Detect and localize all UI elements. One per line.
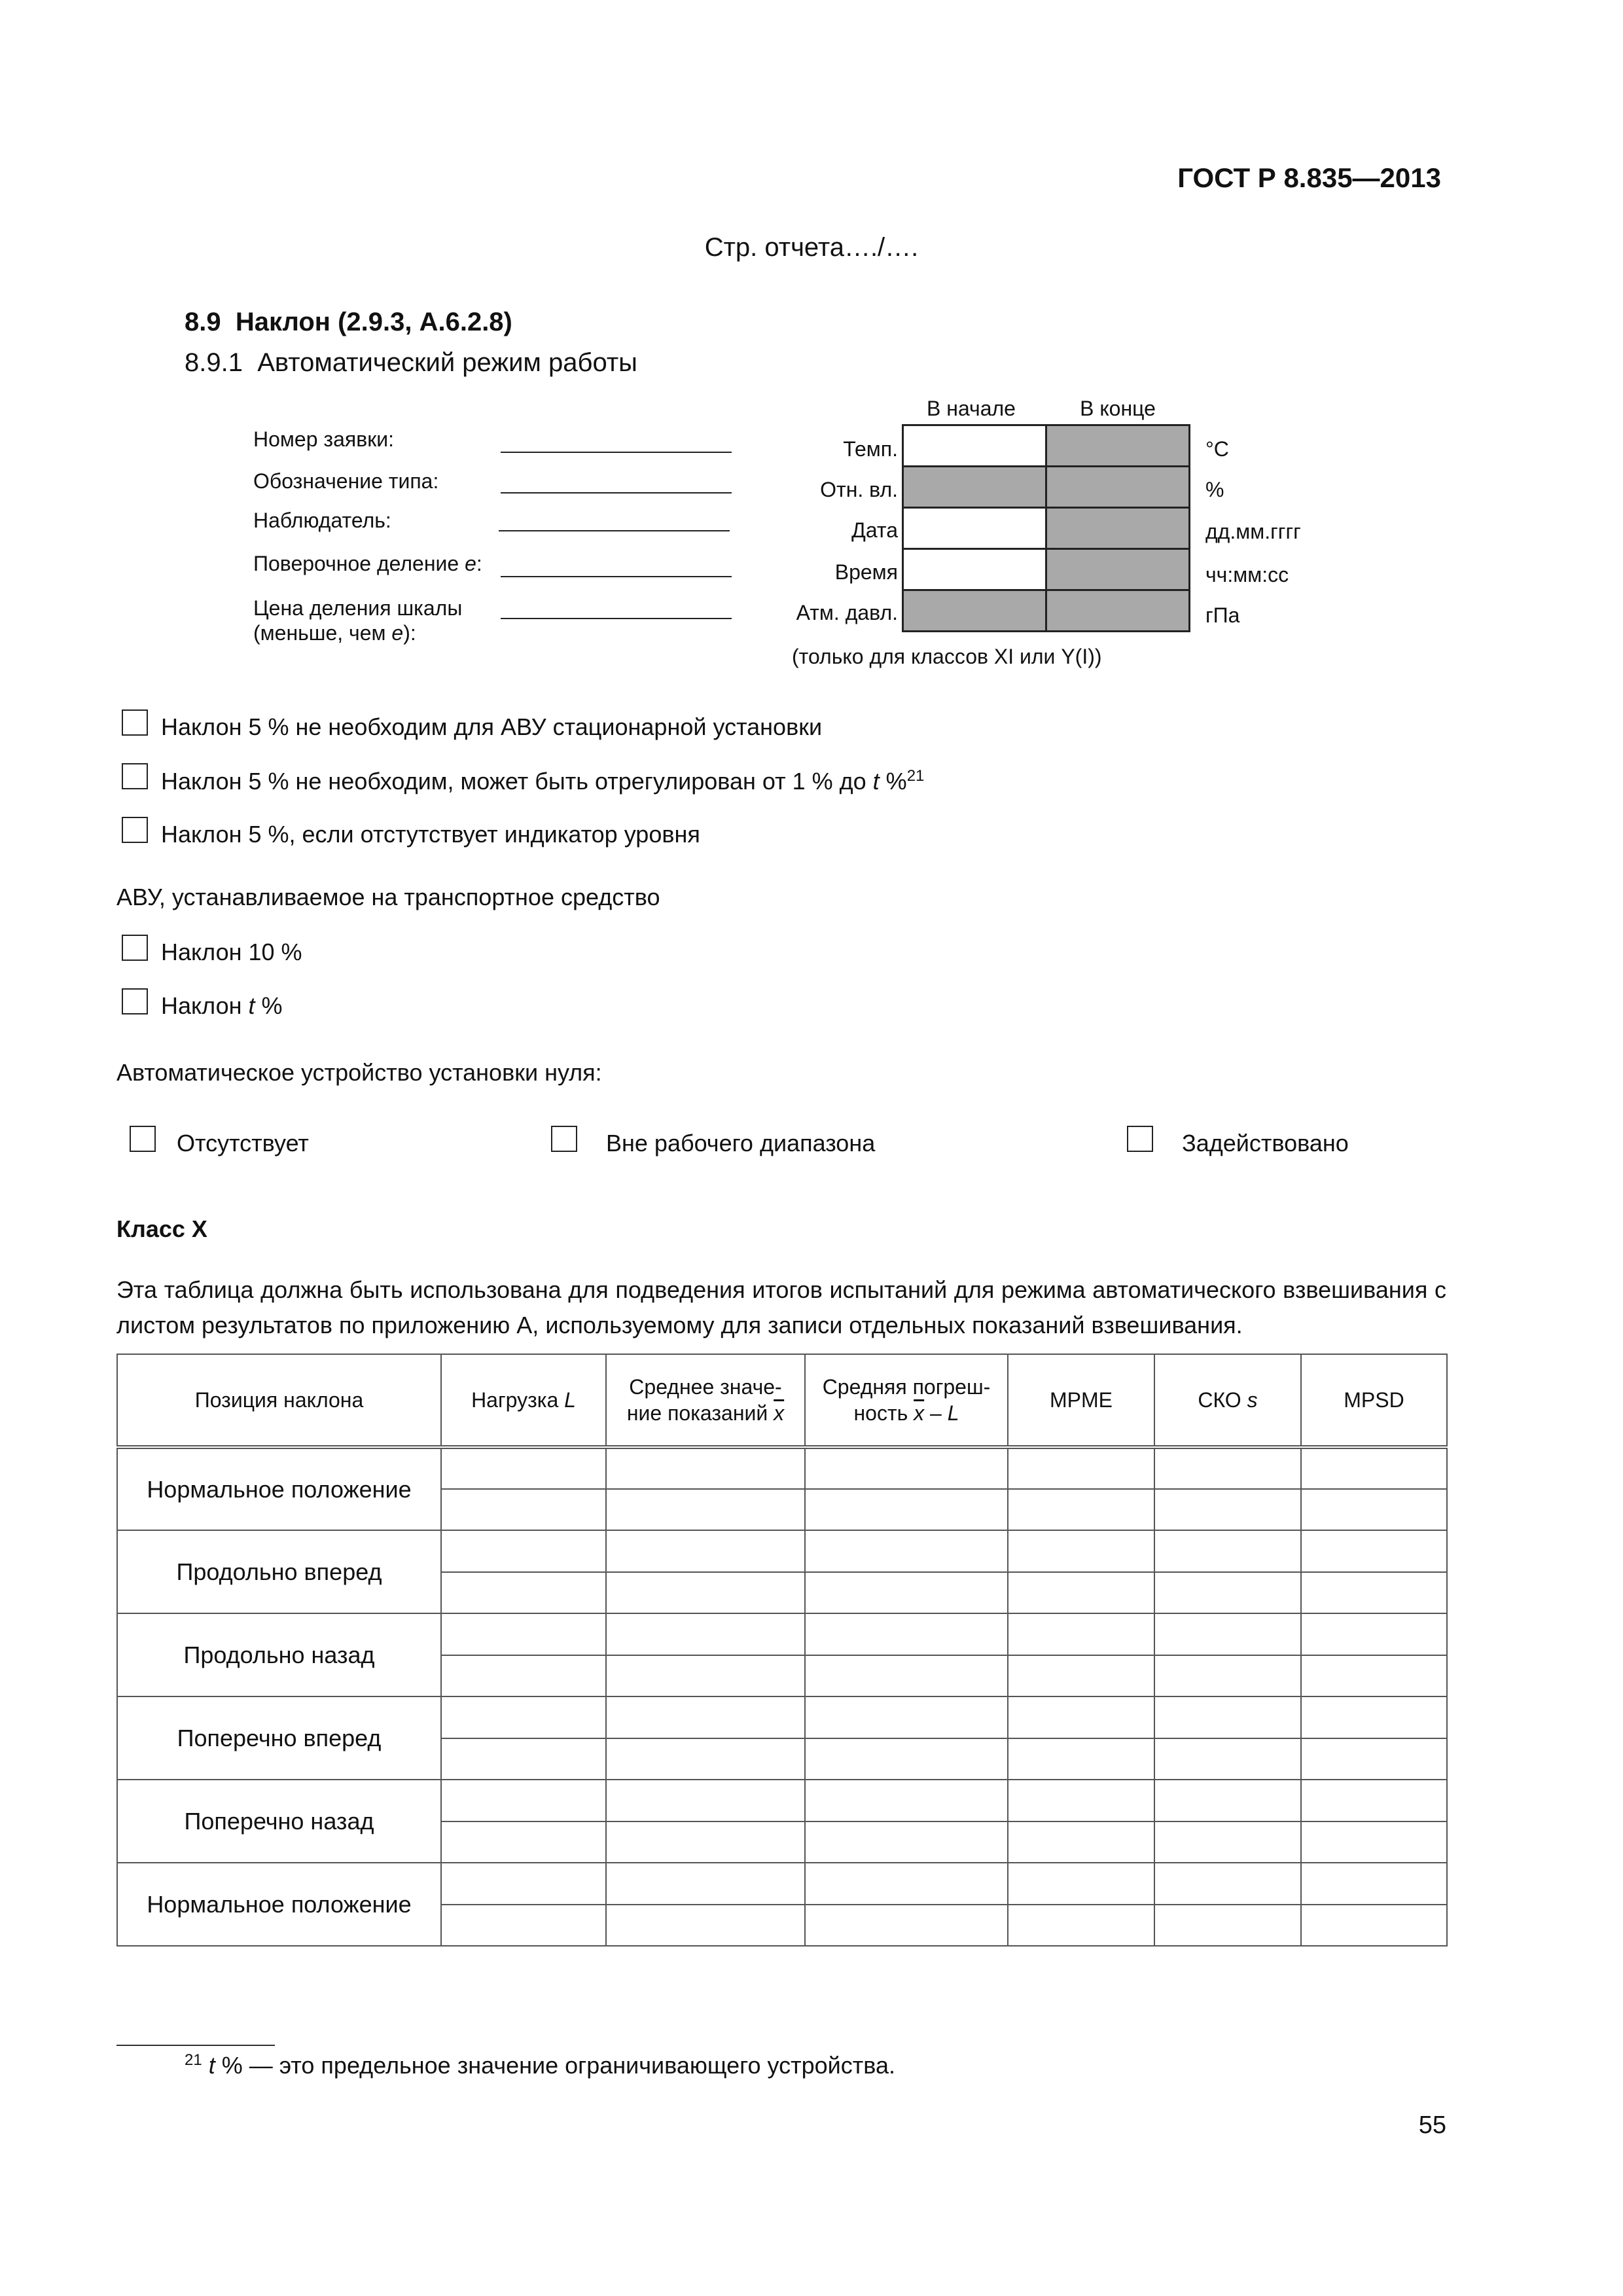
tilt-option-no-indicator-text: Наклон 5 %, если отстутствует индикатор уровня [161, 821, 700, 848]
field-line-observer[interactable] [499, 530, 730, 531]
field-label-scale-interval: Цена деления шкалы (меньше, чем e): [253, 596, 463, 645]
table-cell[interactable] [1301, 1696, 1447, 1738]
checkbox-tilt-10-percent[interactable] [122, 935, 148, 961]
field-line-scale-interval[interactable] [501, 618, 732, 619]
table-cell[interactable] [1154, 1905, 1301, 1946]
checkbox-tilt-no-level-indicator[interactable] [122, 817, 148, 843]
checkbox-tilt-adjustable[interactable] [122, 763, 148, 789]
table-cell[interactable] [1008, 1489, 1154, 1530]
table-cell[interactable] [1008, 1863, 1154, 1905]
zero-option-engaged-text: Задействовано [1182, 1130, 1349, 1157]
row-position-normal-2: Нормальное положение [117, 1863, 441, 1946]
table-cell[interactable] [441, 1905, 606, 1946]
table-cell[interactable] [1301, 1780, 1447, 1821]
document-standard-number: ГОСТ Р 8.835—2013 [1177, 162, 1441, 193]
table-cell[interactable] [1154, 1696, 1301, 1738]
table-cell[interactable] [1008, 1572, 1154, 1613]
page-number: 55 [1418, 2111, 1446, 2139]
table-cell[interactable] [1154, 1738, 1301, 1780]
table-cell[interactable] [805, 1738, 1008, 1780]
subsection-title-text: Автоматический режим работы [257, 348, 637, 377]
checkbox-tilt-t-percent[interactable] [122, 988, 148, 1014]
field-line-application-number[interactable] [501, 452, 732, 453]
env-cell-date-start[interactable] [902, 507, 1047, 550]
table-cell[interactable] [441, 1489, 606, 1530]
footnote-reference[interactable]: 21 [906, 767, 925, 785]
table-cell[interactable] [1008, 1905, 1154, 1946]
table-cell[interactable] [1301, 1655, 1447, 1696]
table-row [117, 1780, 1447, 1821]
header-mean-indication: Среднее значе- ние показаний $\overline{x}$ [606, 1354, 805, 1447]
table-cell[interactable] [1301, 1530, 1447, 1572]
env-cell-temperature-end[interactable] [1045, 424, 1190, 467]
table-cell[interactable] [441, 1613, 606, 1655]
table-cell[interactable] [606, 1905, 805, 1946]
tilt-results-table [116, 1354, 1448, 1946]
table-cell[interactable] [606, 1780, 805, 1821]
table-cell[interactable] [805, 1696, 1008, 1738]
table-row [117, 1863, 1447, 1905]
table-cell[interactable] [805, 1572, 1008, 1613]
field-line-type-designation[interactable] [501, 492, 732, 493]
table-cell[interactable] [805, 1863, 1008, 1905]
header-mpsd: MPSD [1301, 1354, 1447, 1447]
checkbox-tilt-not-needed-stationary[interactable] [122, 709, 148, 736]
vehicle-heading: АВУ, устанавливаемое на транспортное средство [116, 884, 660, 910]
table-cell[interactable] [805, 1613, 1008, 1655]
table-cell[interactable] [606, 1613, 805, 1655]
table-cell[interactable] [1008, 1655, 1154, 1696]
table-cell[interactable] [606, 1863, 805, 1905]
table-cell[interactable] [606, 1696, 805, 1738]
table-cell[interactable] [1154, 1780, 1301, 1821]
env-cell-pressure-end[interactable] [1045, 589, 1190, 632]
table-cell[interactable] [1301, 1447, 1447, 1489]
instruction-paragraph: Эта таблица должна быть использована для подведения итогов испытаний для режима автоматического взвешивания с листом результатов по приложению А, используемому для записи отдельных показаний взвешивания. [116, 1276, 1446, 1338]
env-column-start: В начале [927, 397, 1016, 420]
zero-setting-heading: Автоматическое устройство установки нуля: [116, 1059, 602, 1086]
header-load: Нагрузка L [441, 1354, 606, 1447]
table-cell[interactable] [606, 1655, 805, 1696]
table-cell[interactable] [1154, 1613, 1301, 1655]
table-cell[interactable] [1008, 1738, 1154, 1780]
header-tilt-position: Позиция наклона [117, 1354, 441, 1447]
env-column-end: В конце [1080, 397, 1156, 420]
subsection-title [185, 348, 637, 378]
table-cell[interactable] [1301, 1572, 1447, 1613]
table-cell[interactable] [805, 1655, 1008, 1696]
section-title [185, 308, 512, 337]
row-position-transverse-forward: Поперечно вперед [117, 1696, 441, 1780]
table-cell[interactable] [1008, 1696, 1154, 1738]
table-cell[interactable] [1154, 1447, 1301, 1489]
row-position-longitudinal-forward: Продольно вперед [117, 1530, 441, 1613]
env-cell-time-end[interactable] [1045, 548, 1190, 591]
table-cell[interactable] [606, 1447, 805, 1489]
footnote-number: 21 [185, 2051, 202, 2069]
row-position-transverse-backward: Поперечно назад [117, 1780, 441, 1863]
env-unit-pressure: гПа [1205, 603, 1240, 627]
table-cell[interactable] [441, 1821, 606, 1863]
table-cell[interactable] [1154, 1821, 1301, 1863]
table-cell[interactable] [1154, 1863, 1301, 1905]
table-cell[interactable] [441, 1572, 606, 1613]
table-cell[interactable] [441, 1696, 606, 1738]
vehicle-option-t-text: Наклон t % [161, 992, 283, 1019]
env-cell-temperature-start[interactable] [902, 424, 1047, 467]
header-sko: СКО s [1154, 1354, 1301, 1447]
env-unit-time: чч:мм:сс [1205, 563, 1289, 586]
field-label-type-designation: Обозначение типа: [253, 469, 439, 493]
row-position-normal-1: Нормальное положение [117, 1447, 441, 1530]
field-label-verification-division: Поверочное деление e: [253, 552, 482, 575]
env-unit-humidity: % [1205, 478, 1224, 501]
table-cell[interactable] [1301, 1905, 1447, 1946]
report-page-reference: Стр. отчета…./…. [704, 233, 919, 262]
table-row [117, 1613, 1447, 1655]
checkbox-zero-engaged[interactable] [1127, 1126, 1153, 1152]
tilt-option-adjustable-text: Наклон 5 % не необходим, может быть отрегулирован от 1 % до t %$^{21}$ [161, 767, 925, 795]
table-cell[interactable] [1301, 1489, 1447, 1530]
env-cell-time-start[interactable] [902, 548, 1047, 591]
table-cell[interactable] [441, 1863, 606, 1905]
table-cell[interactable] [1154, 1530, 1301, 1572]
tilt-option-stationary-text: Наклон 5 % не необходим для АВУ стационарной установки [161, 713, 823, 740]
checkbox-zero-absent[interactable] [130, 1126, 156, 1152]
table-cell[interactable] [805, 1489, 1008, 1530]
env-label-time: Время [834, 560, 898, 584]
table-cell[interactable] [441, 1447, 606, 1489]
table-row [117, 1530, 1447, 1572]
table-row [117, 1696, 1447, 1738]
table-cell[interactable] [441, 1655, 606, 1696]
table-cell[interactable] [606, 1572, 805, 1613]
table-cell[interactable] [606, 1489, 805, 1530]
table-cell[interactable] [1008, 1447, 1154, 1489]
footnote: $^{21}$ t % — это предельное значение ограничивающего устройства. [185, 2051, 895, 2079]
class-heading: Класс X [116, 1215, 207, 1242]
table-cell[interactable] [805, 1821, 1008, 1863]
table-cell[interactable] [1154, 1489, 1301, 1530]
table-cell[interactable] [441, 1780, 606, 1821]
env-label-humidity: Отн. вл. [820, 478, 898, 501]
row-position-longitudinal-backward: Продольно назад [117, 1613, 441, 1696]
table-cell[interactable] [1301, 1738, 1447, 1780]
footnote-separator [116, 2045, 275, 2046]
table-cell[interactable] [441, 1738, 606, 1780]
env-cell-humidity-end[interactable] [1045, 465, 1190, 509]
table-cell[interactable] [805, 1905, 1008, 1946]
env-cell-pressure-start[interactable] [902, 589, 1047, 632]
field-label-application-number: Номер заявки: [253, 427, 394, 451]
section-title-text: Наклон (2.9.3, А.6.2.8) [235, 308, 512, 336]
env-label-date: Дата [851, 518, 898, 542]
table-cell[interactable] [805, 1530, 1008, 1572]
zero-option-absent-text: Отсутствует [177, 1130, 309, 1157]
env-cell-date-end[interactable] [1045, 507, 1190, 550]
env-label-pressure: Атм. давл. [796, 601, 898, 624]
table-cell[interactable] [1008, 1821, 1154, 1863]
env-note: (только для классов XI или Y(I)) [792, 645, 1102, 668]
subsection-number: 8.9.1 [185, 348, 243, 377]
table-cell[interactable] [1301, 1613, 1447, 1655]
table-row [117, 1447, 1447, 1489]
checkbox-zero-out-of-range[interactable] [551, 1126, 577, 1152]
env-unit-date: дд.мм.гггг [1205, 520, 1301, 543]
field-line-verification-division[interactable] [501, 576, 732, 577]
table-cell[interactable] [1008, 1530, 1154, 1572]
table-cell[interactable] [1154, 1572, 1301, 1613]
table-cell[interactable] [1008, 1780, 1154, 1821]
section-number: 8.9 [185, 308, 221, 336]
table-cell[interactable] [441, 1530, 606, 1572]
header-mpme: MPME [1008, 1354, 1154, 1447]
vehicle-option-10-text: Наклон 10 % [161, 939, 302, 965]
table-cell[interactable] [606, 1821, 805, 1863]
header-mean-error: Средняя погреш- ность $\overline{x}$ – L [805, 1354, 1008, 1447]
table-cell[interactable] [606, 1530, 805, 1572]
table-cell[interactable] [805, 1780, 1008, 1821]
env-unit-temperature: °C [1205, 437, 1229, 461]
table-cell[interactable] [805, 1447, 1008, 1489]
env-label-temperature: Темп. [843, 437, 898, 461]
table-cell[interactable] [1008, 1613, 1154, 1655]
table-cell[interactable] [606, 1738, 805, 1780]
zero-option-out-of-range-text: Вне рабочего диапазона [606, 1130, 876, 1157]
table-cell[interactable] [1301, 1821, 1447, 1863]
field-label-observer: Наблюдатель: [253, 509, 391, 532]
table-cell[interactable] [1154, 1655, 1301, 1696]
table-header-row [117, 1354, 1447, 1447]
env-cell-humidity-start[interactable] [902, 465, 1047, 509]
table-cell[interactable] [1301, 1863, 1447, 1905]
